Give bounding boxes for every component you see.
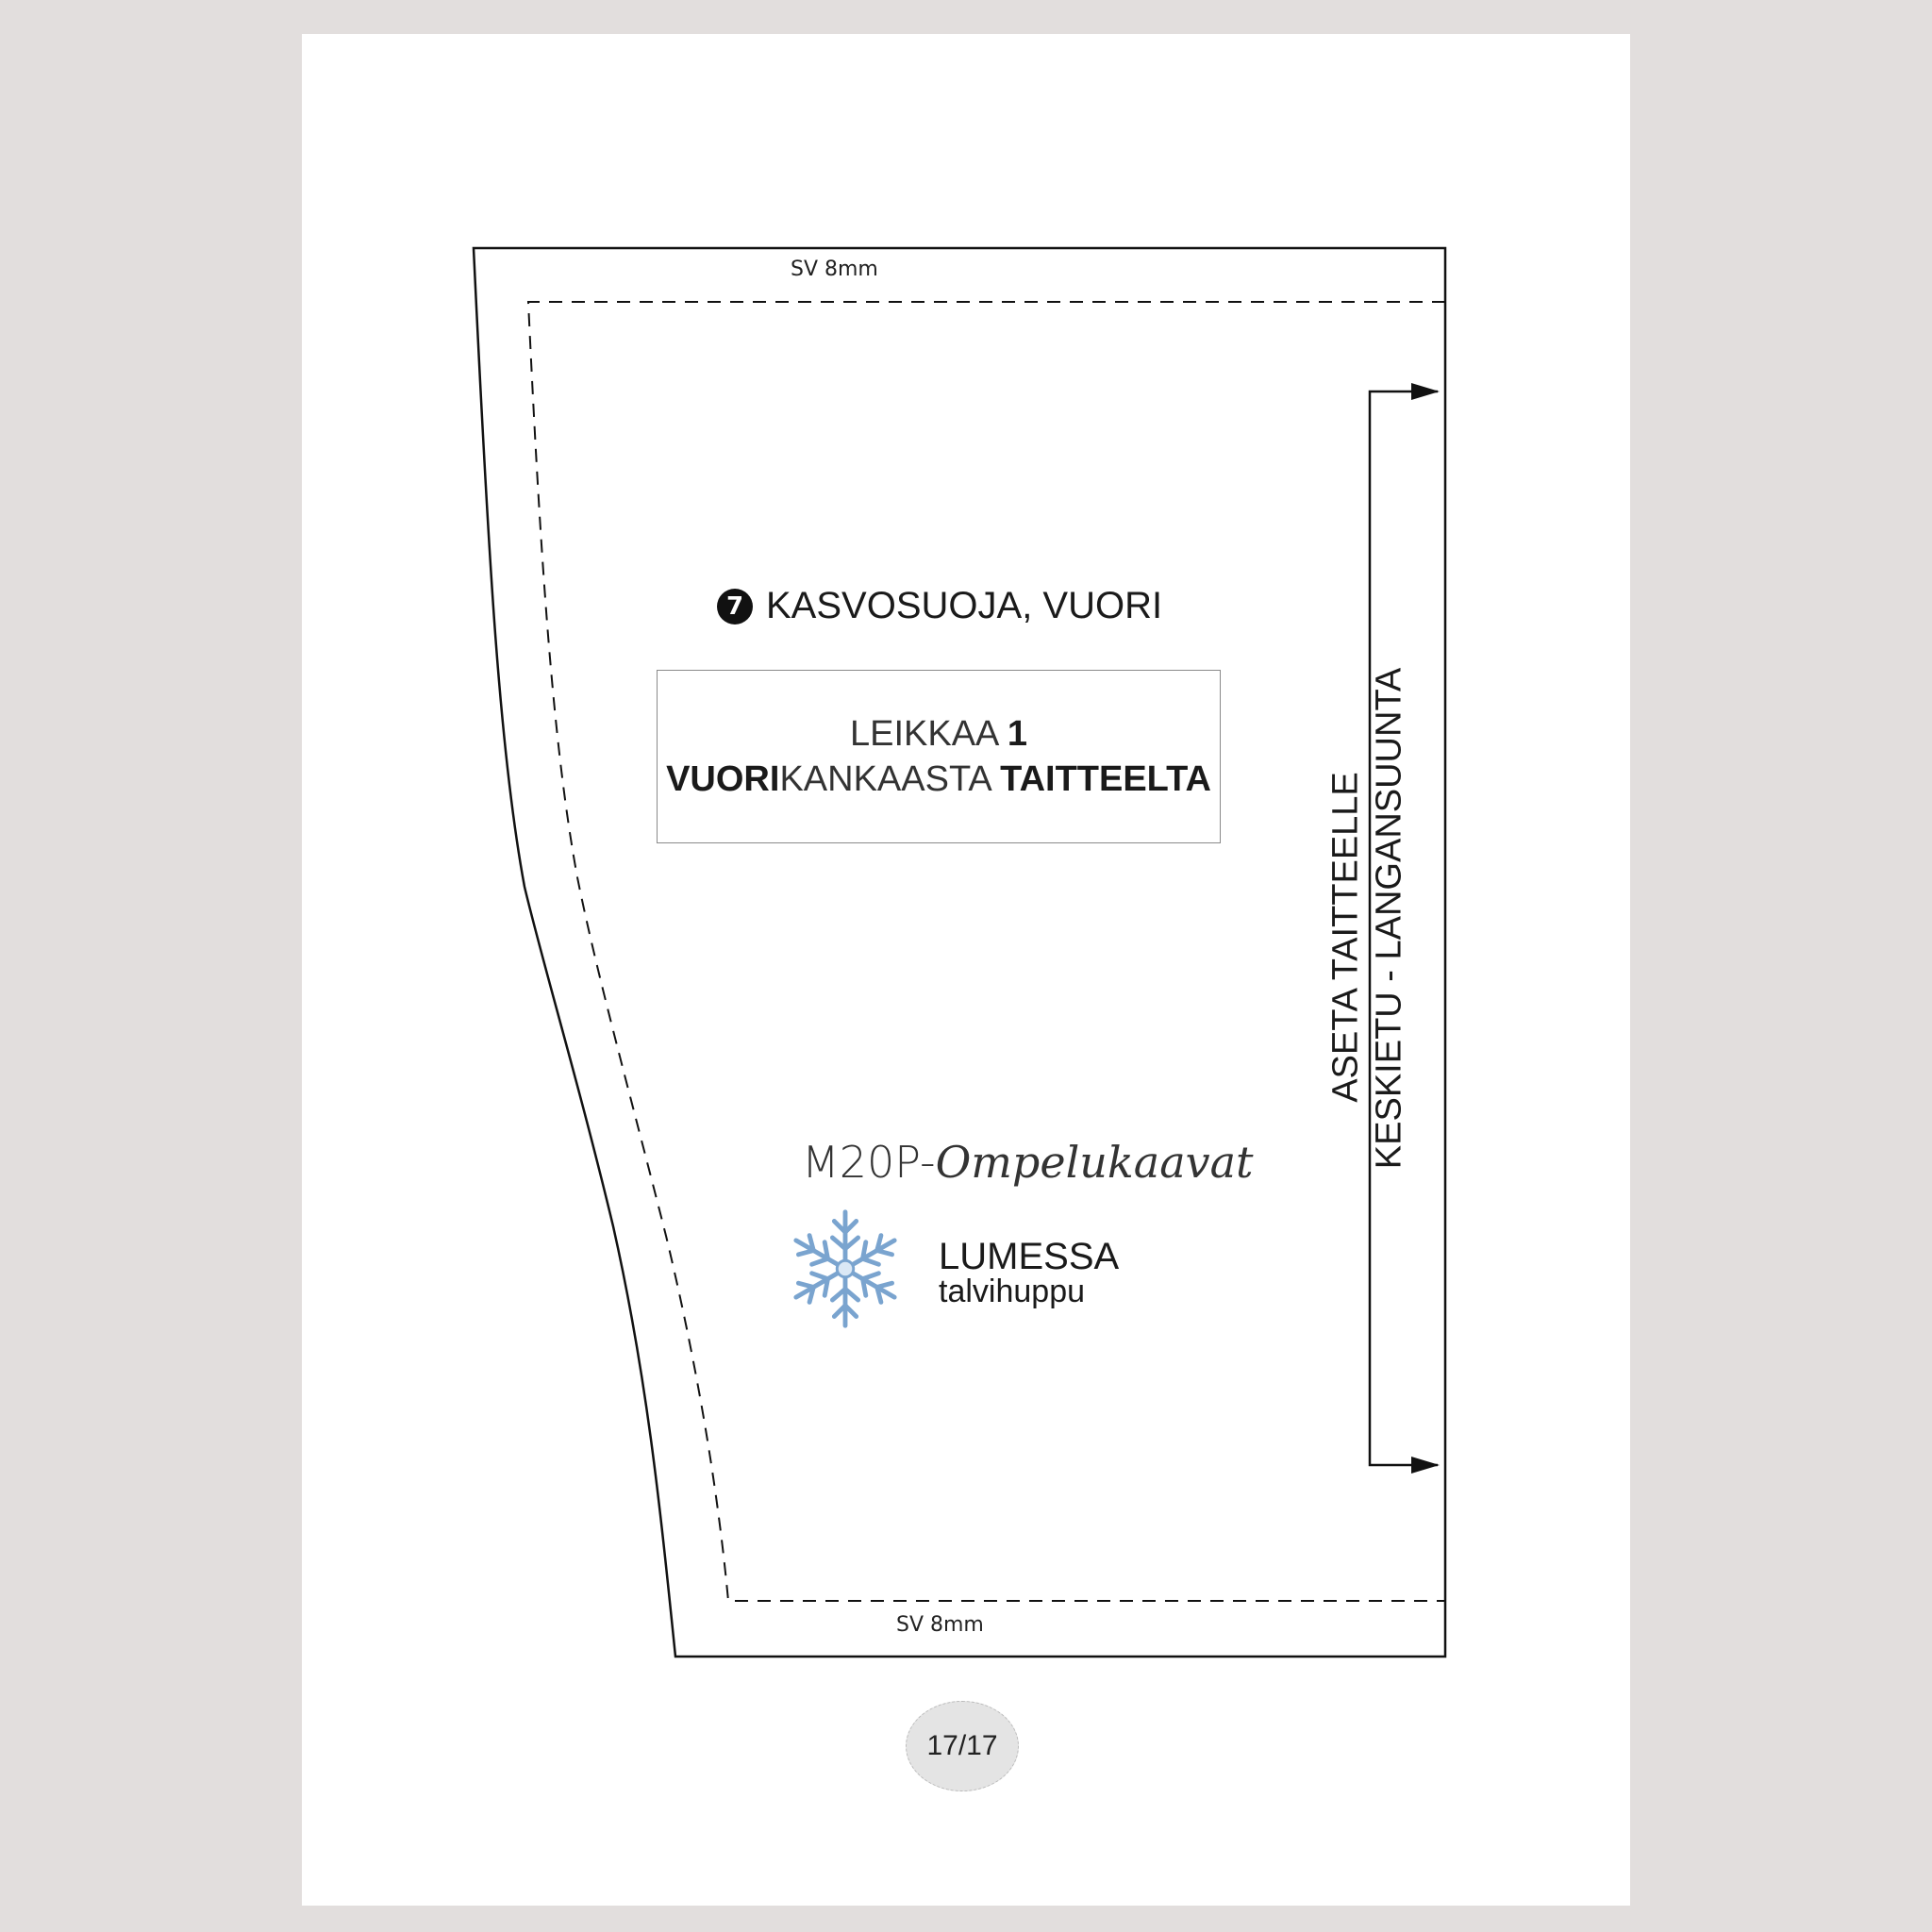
brand-name-script: Ompelukaavat	[935, 1137, 1254, 1188]
piece-title-text: KASVOSUOJA, VUORI	[766, 585, 1163, 626]
brand-name-plain: M20P-	[802, 1137, 936, 1188]
cut-word: LEIKKAA	[849, 714, 998, 754]
product-name: LUMESSA	[939, 1236, 1120, 1277]
cut-instruction-line2	[666, 757, 1211, 802]
fold-label: ASETA TAITTEELLE	[1325, 772, 1366, 1103]
cut-on-fold: TAITTEELTA	[1000, 759, 1211, 799]
cut-instruction-line1	[850, 711, 1027, 757]
brand-name	[802, 1137, 1254, 1188]
fabric-word: KANKAASTA	[779, 759, 991, 799]
fabric-type: VUORI	[666, 759, 780, 799]
piece-title	[717, 585, 1162, 627]
cut-instruction-box	[657, 670, 1221, 843]
snowflake-icon	[781, 1203, 909, 1335]
piece-number-badge: 7	[717, 589, 753, 625]
seam-line	[528, 302, 1445, 1601]
grain-arrow-head-top	[1411, 383, 1440, 400]
grain-arrow-head-bottom	[1411, 1457, 1440, 1474]
cut-count: 1	[1007, 714, 1028, 754]
cut-line	[474, 248, 1445, 1657]
seam-allowance-top: SV 8mm	[791, 258, 878, 281]
product-subtitle: talvihuppu	[939, 1274, 1086, 1309]
grain-label: KESKIETU - LANGANSUUNTA	[1369, 667, 1409, 1170]
page-number: 17/17	[906, 1701, 1019, 1791]
seam-allowance-bottom: SV 8mm	[896, 1613, 984, 1637]
